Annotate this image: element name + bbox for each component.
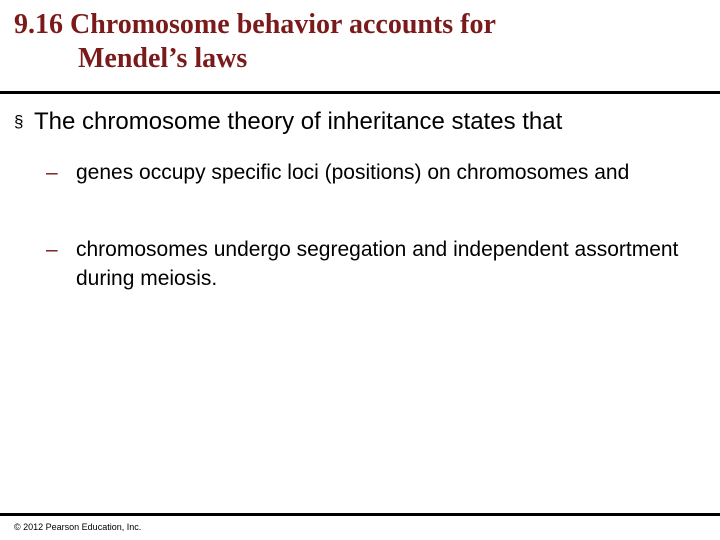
footer-divider <box>0 513 720 516</box>
sub-bullet-marker: – <box>46 161 58 184</box>
main-bullet-text: The chromosome theory of inheritance states that <box>34 108 563 135</box>
sub-bullet-text: chromosomes undergo segregation and independent assortment during meiosis. <box>76 238 679 290</box>
slide-title <box>14 8 704 76</box>
main-bullet <box>14 106 704 138</box>
title-line-2: Mendel’s laws <box>78 43 248 74</box>
sub-bullet-marker: – <box>46 238 58 261</box>
title-divider <box>0 91 720 94</box>
sub-bullet-text: genes occupy specific loci (positions) on chromosomes and <box>76 161 630 184</box>
title-line-1: 9.16 Chromosome behavior accounts for <box>14 9 496 40</box>
copyright-footer: © 2012 Pearson Education, Inc. <box>14 522 142 532</box>
sub-bullet-chromosomes <box>46 235 696 293</box>
bullet-marker: § <box>14 112 24 131</box>
sub-bullet-genes <box>46 158 696 187</box>
